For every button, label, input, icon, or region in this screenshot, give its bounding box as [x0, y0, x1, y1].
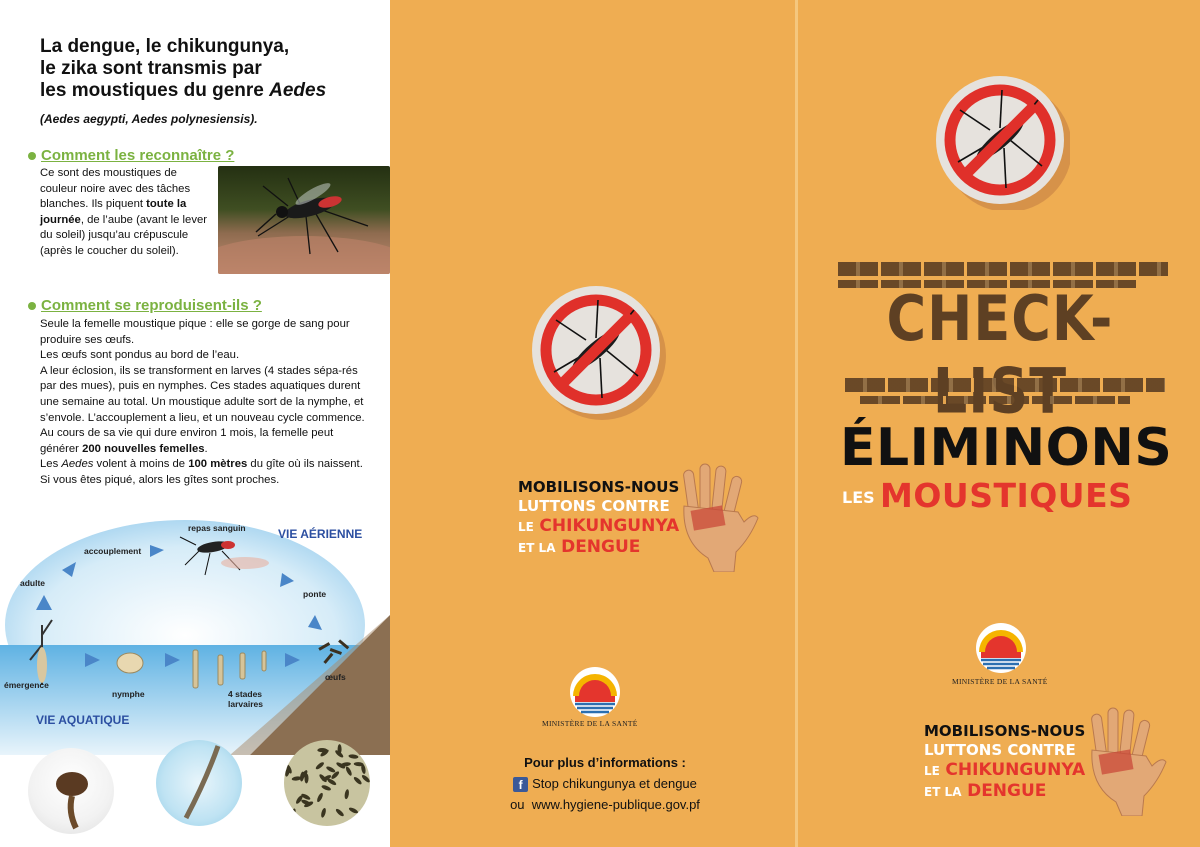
section-text-reproduce: Seule la femelle moustique pique : elle se gorge de sang pour produire ses œufs. Les œufs sont pondus au bord de l’eau. A leur éclosion, ils se transforment en larves (4 stades sépa-rés par des mues), puis en nymphes. Ces stades aquatiques durent une semaine au total. Un moustique adulte sort de la nymphe, et s’envole. L’accouplement a lieu, et un nouveau cycle commence. Au cours de sa vie qui dure environ 1 mois, la femelle peut générer 200 nouvelles femelles. Les Aedes volent à moins de 100 mètres du gîte où ils naissent. Si vous êtes piqué, alors les gîtes sont proches.	[40, 318, 365, 486]
ministry-logo-cover	[975, 622, 1027, 674]
checklist-title: CHECK-	[886, 282, 1114, 355]
main-title: La dengue, le chikungunya, le zika sont transmis par les moustiques du genre Aedes	[40, 36, 327, 101]
eggs-photo	[284, 740, 370, 826]
label-repas-sanguin: repas sanguin	[188, 523, 246, 533]
ministry-logo-middle	[569, 666, 621, 718]
facebook-link[interactable]: f Stop chikungunya et dengue	[475, 773, 735, 794]
more-info-block	[475, 752, 735, 815]
ministry-label-middle: MINISTÈRE DE LA SANTÉ	[542, 719, 638, 728]
mosquito-photo	[218, 166, 390, 274]
label-emergence: émergence	[4, 680, 49, 690]
species-subtitle: (Aedes aegypti, Aedes polynesiensis).	[40, 112, 258, 126]
more-info-heading: Pour plus d’informations :	[524, 755, 686, 770]
larva-photo	[156, 740, 242, 826]
eliminons-title: ÉLIMINONS	[840, 418, 1173, 478]
bullet-icon	[28, 152, 36, 160]
no-mosquito-icon	[526, 280, 666, 420]
left-panel	[0, 0, 390, 847]
label-accouplement: accouplement	[84, 546, 142, 556]
life-cycle-diagram	[0, 515, 390, 755]
label-adulte: adulte	[20, 578, 46, 588]
label-ponte: ponte	[303, 589, 327, 599]
hand-stop-icon	[670, 462, 766, 572]
grunge-stripe-bottom	[845, 378, 1165, 392]
hand-stop-icon-cover	[1078, 706, 1174, 816]
moustiques-title: MOUSTIQUES	[880, 476, 1133, 515]
les-word: LES	[842, 488, 875, 507]
bullet-icon	[28, 302, 36, 310]
label-vie-aerienne: VIE AÉRIENNE	[278, 527, 363, 541]
website-link[interactable]: ou www.hygiene-publique.gov.pf	[510, 797, 700, 812]
slogan-cover: MOBILISONS-NOUS LUTTONS CONTRE LE CHIKUNGUNYA ET LA DENGUE	[924, 722, 1086, 801]
section-text-recognize: Ce sont des moustiques de couleur noire avec des tâches blanches. Ils piquent toute la journée, de l’aube (avant le lever du soleil) jusqu’au crépuscule (après le coucher du soleil).	[40, 167, 208, 257]
nymph-photo	[28, 748, 114, 834]
ministry-label-cover: MINISTÈRE DE LA SANTÉ	[952, 677, 1048, 686]
grunge-stripe-top	[838, 262, 1168, 276]
grunge-stripe-bottom-2	[860, 396, 1130, 404]
label-vie-aquatique: VIE AQUATIQUE	[36, 713, 130, 727]
facebook-icon: f	[513, 777, 528, 792]
title-genus: Aedes	[269, 80, 327, 101]
label-oeufs: œufs	[325, 672, 346, 682]
label-stades: 4 stades larvaires	[228, 689, 263, 709]
slogan-middle: MOBILISONS-NOUS LUTTONS CONTRE LE CHIKUNGUNYA ET LA DENGUE	[518, 478, 680, 557]
no-mosquito-icon-cover	[930, 70, 1070, 210]
section-heading-recognize: Comment les reconnaître ?	[28, 147, 234, 164]
label-nymphe: nymphe	[112, 689, 145, 699]
section-heading-reproduce: Comment se reproduisent-ils ?	[28, 297, 262, 314]
